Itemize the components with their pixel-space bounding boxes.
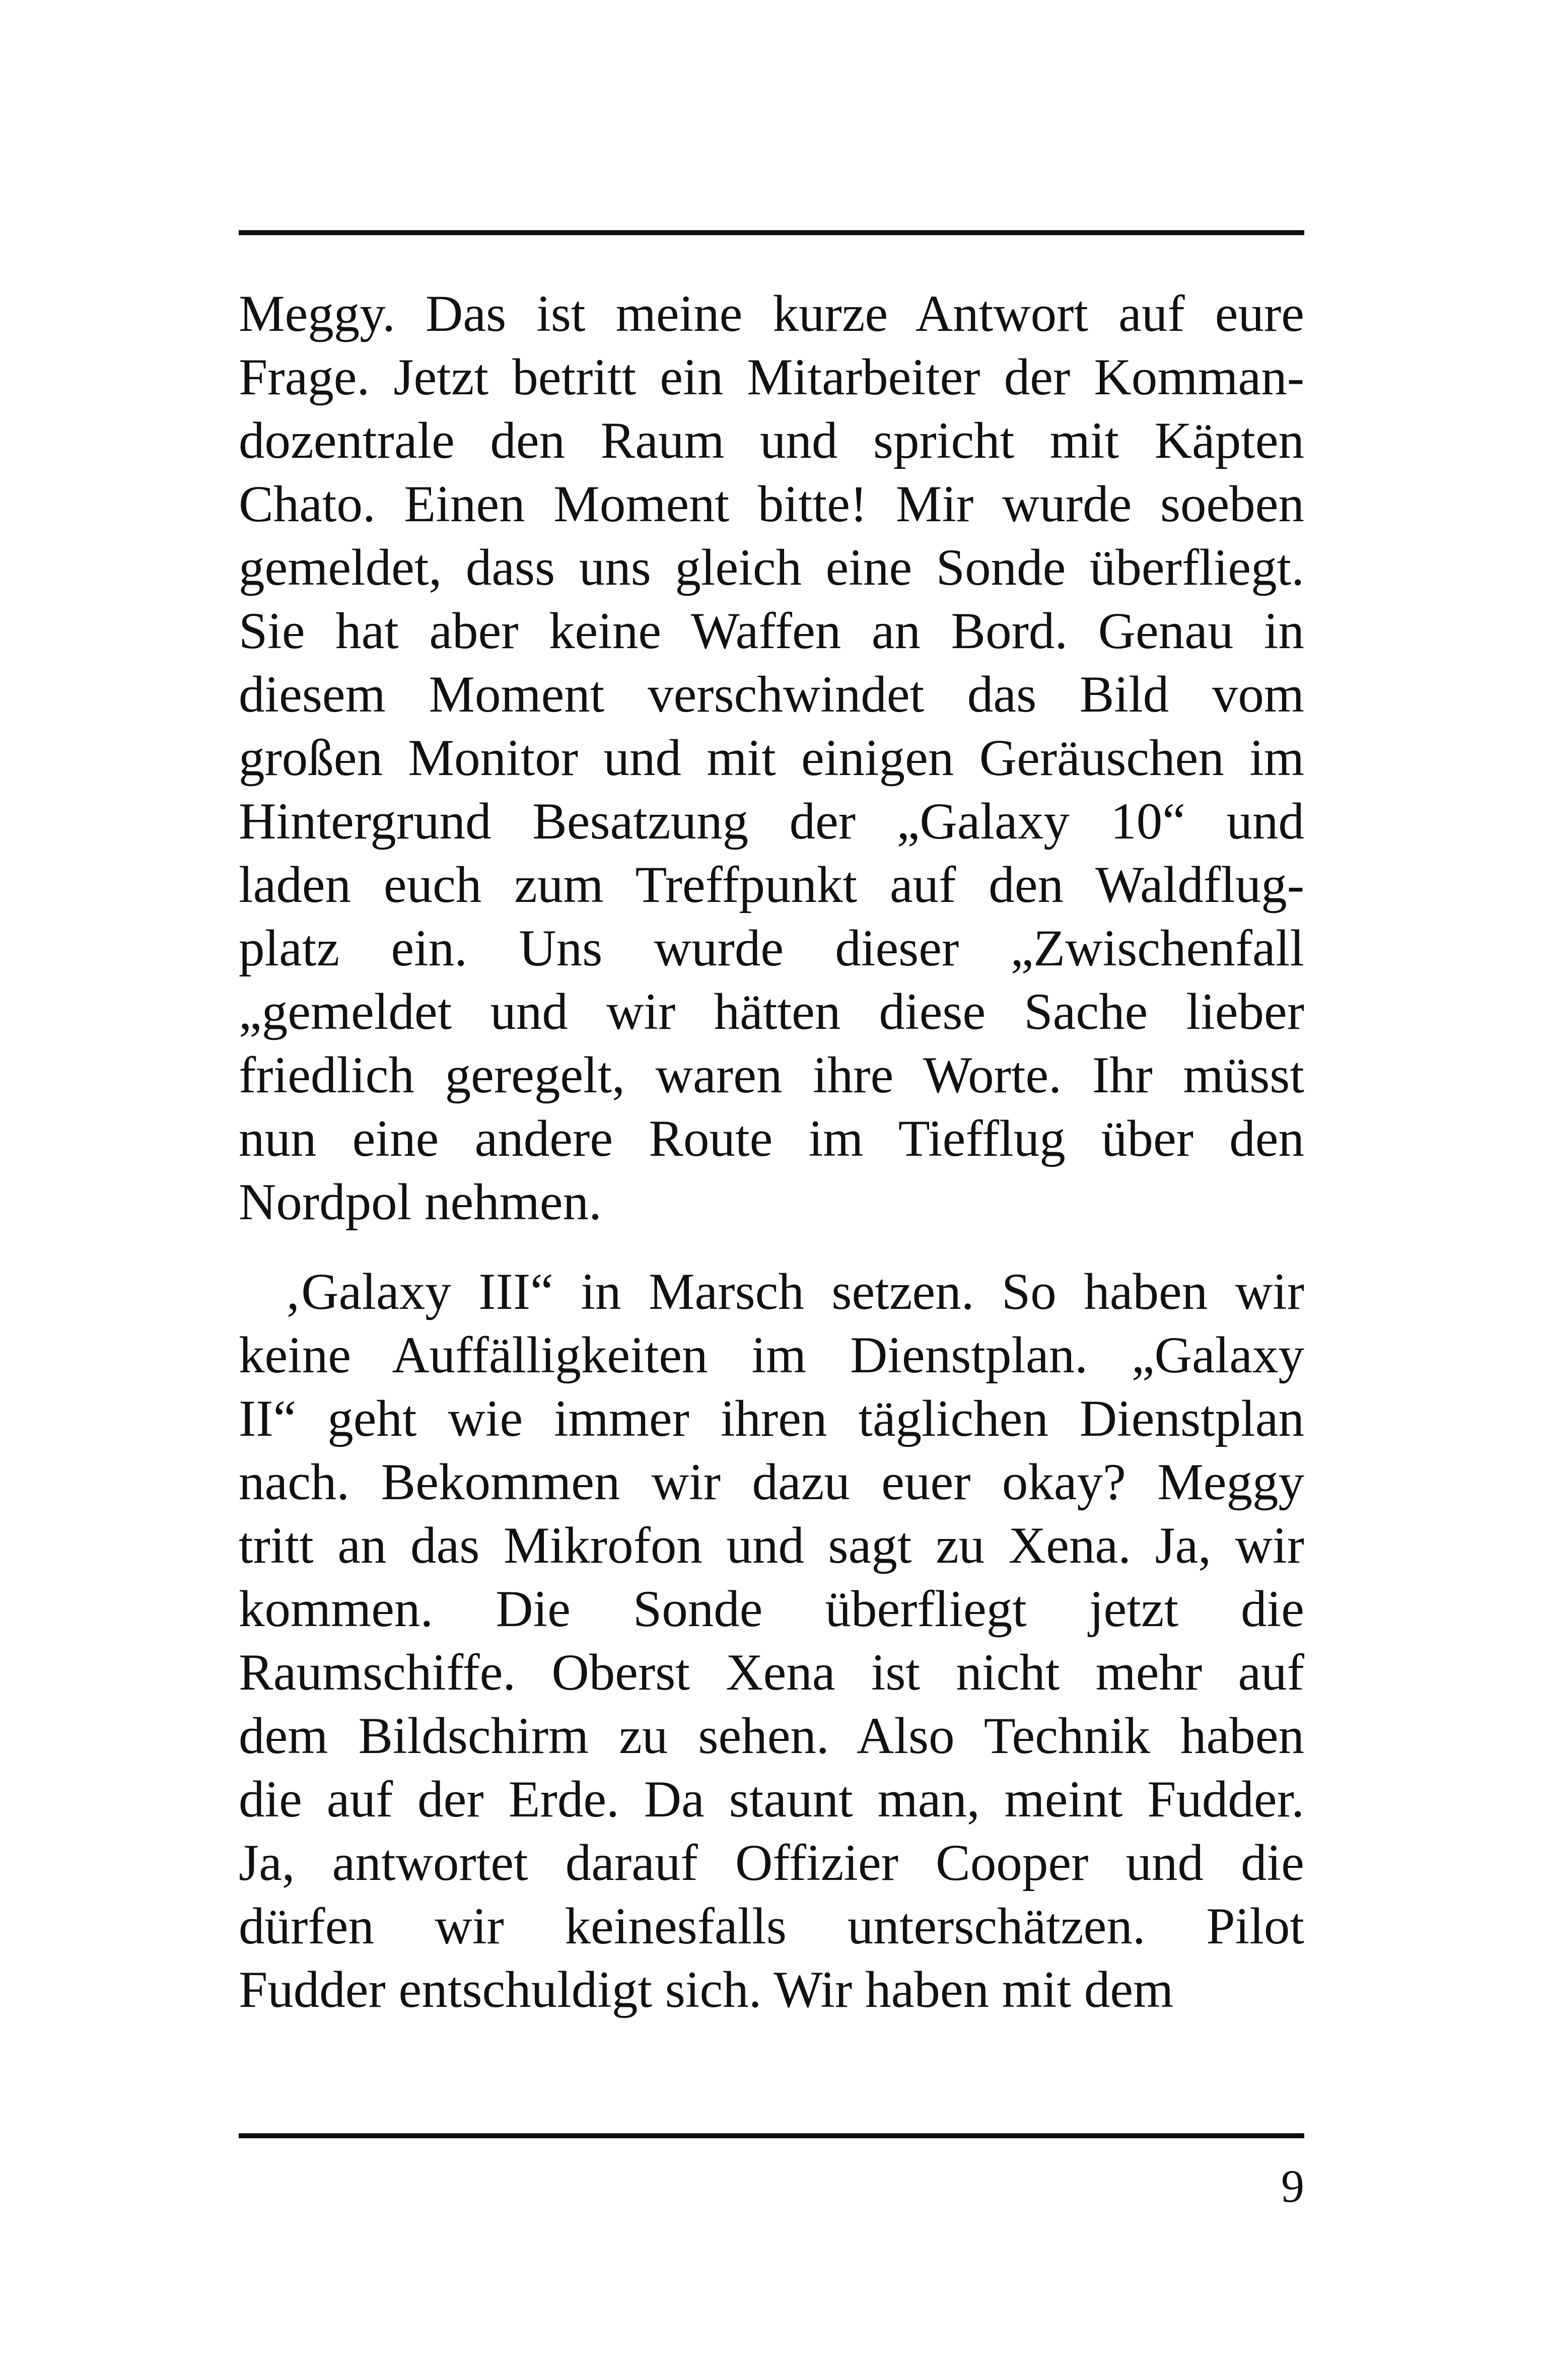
text-line: nach. Bekommen wir dazu euer okay? Meggy	[239, 1453, 1304, 1511]
text-line: Sie hat aber keine Waffen an Bord. Genau in	[239, 602, 1304, 660]
text-line: Meggy. Das ist meine kurze Antwort auf eure	[239, 285, 1304, 342]
text-line: diesem Moment verschwindet das Bild vom	[239, 666, 1304, 723]
bottom-rule	[239, 2133, 1304, 2138]
text-line: dozentrale den Raum und spricht mit Käpten	[239, 412, 1304, 469]
text-line: „gemeldet und wir hätten diese Sache lieber	[239, 983, 1304, 1040]
top-rule	[239, 230, 1304, 235]
text-line: gemeldet, dass uns gleich eine Sonde überfliegt.	[239, 539, 1304, 596]
page-number: 9	[1281, 2160, 1304, 2212]
paragraph-1	[239, 282, 1304, 1234]
text-line: die auf der Erde. Da staunt man, meint Fudder.	[239, 1771, 1304, 1828]
text-line: Raumschiffe. Oberst Xena ist nicht mehr auf	[239, 1644, 1304, 1701]
body-text	[239, 282, 1304, 2021]
text-line: laden euch zum Treffpunkt auf den Waldflug-	[239, 856, 1304, 914]
text-line: dürfen wir keinesfalls unterschätzen. Pilot	[239, 1898, 1304, 1955]
text-line: friedlich geregelt, waren ihre Worte. Ihr müsst	[239, 1046, 1304, 1104]
text-line: Ja, antwortet darauf Offizier Cooper und die	[239, 1834, 1304, 1892]
text-line: ‚Galaxy III“ in Marsch setzen. So haben wir	[284, 1263, 1304, 1320]
text-line: II“ geht wie immer ihren täglichen Dienstplan	[239, 1390, 1304, 1447]
text-line: großen Monitor und mit einigen Geräuschen im	[239, 729, 1304, 787]
text-line: Frage. Jetzt betritt ein Mitarbeiter der Komman-	[239, 348, 1304, 406]
text-line: dem Bildschirm zu sehen. Also Technik haben	[239, 1707, 1304, 1765]
paragraph-2	[239, 1260, 1304, 2021]
text-line: nun eine andere Route im Tiefflug über den	[239, 1110, 1304, 1167]
text-line: Hintergrund Besatzung der „Galaxy 10“ und	[239, 793, 1304, 850]
text-line: platz ein. Uns wurde dieser „Zwischenfall	[239, 920, 1304, 977]
text-line: Nordpol nehmen.	[239, 1173, 602, 1231]
text-line: tritt an das Mikrofon und sagt zu Xena. Ja, wir	[239, 1517, 1304, 1574]
text-line: Chato. Einen Moment bitte! Mir wurde soeben	[239, 475, 1304, 533]
text-line: Fudder entschuldigt sich. Wir haben mit dem	[239, 1961, 1174, 2018]
text-line: keine Auffälligkeiten im Dienstplan. „Galaxy	[239, 1326, 1304, 1384]
text-line: kommen. Die Sonde überfliegt jetzt die	[239, 1580, 1304, 1638]
